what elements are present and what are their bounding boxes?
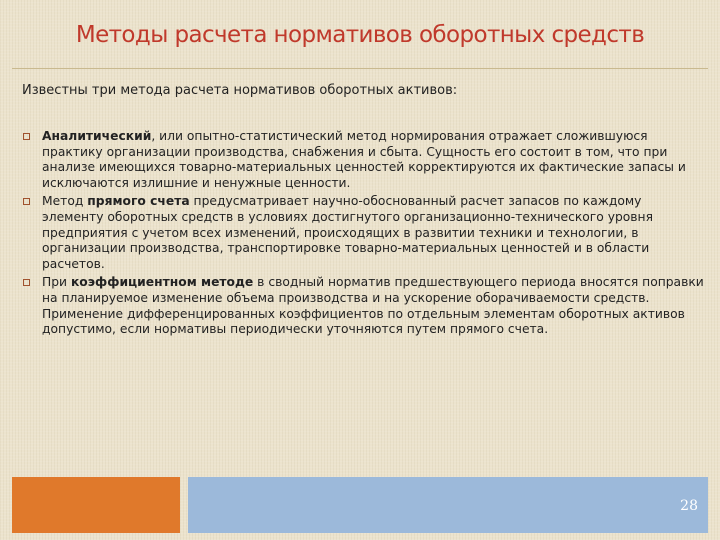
item-text: предусматривает научно-обоснованный расчет запасов по каждому элементу оборотных средств в условиях достигнутого организационно-технического уровня предприятия с учетом всех изменений, происходящих в развитии техники и технологии, в организации производства, транспортировке товарно-материальных ценностей и в области расчетов. — [42, 194, 653, 271]
intro-text: Известны три метода расчета нормативов оборотных активов: — [22, 83, 458, 98]
list-item-direct-count — [22, 194, 704, 272]
item-bold-term: коэффициентном методе — [70, 275, 254, 290]
page-number: 28 — [680, 498, 698, 514]
item-prefix: При — [42, 275, 71, 290]
list-item-analytical — [22, 129, 704, 191]
square-bullet-icon — [23, 279, 30, 286]
footer-blue-block — [188, 477, 708, 533]
title-divider — [12, 68, 708, 69]
item-prefix: Метод — [42, 194, 88, 209]
list-item-coefficient — [22, 275, 704, 337]
item-text: в сводный норматив предшествующего периода вносятся поправки на планируемое изменение объема производства и на ускорение оборачиваемости средств. Применение дифференцированных коэффициентов по отдельным элементам оборотных активов допустимо, если нормативы периодически уточняются путем прямого счета. — [42, 275, 704, 337]
item-text: , или опытно-статистический метод нормирования отражает сложившуюся практику организации производства, снабжения и сбыта. Сущность его состоит в том, что при анализе имеющихся товарно-материальных ценностей корректируются их фактические запасы и исключаются излишние и ненужные ценности. — [42, 129, 686, 190]
square-bullet-icon — [23, 198, 30, 205]
item-bold-term: Аналитический — [42, 129, 152, 143]
slide-title: Методы расчета нормативов оборотных средств — [75, 22, 645, 48]
methods-list — [22, 129, 704, 341]
square-bullet-icon — [23, 133, 30, 140]
footer-orange-block — [12, 477, 180, 533]
item-bold-term: прямого счета — [87, 194, 190, 209]
